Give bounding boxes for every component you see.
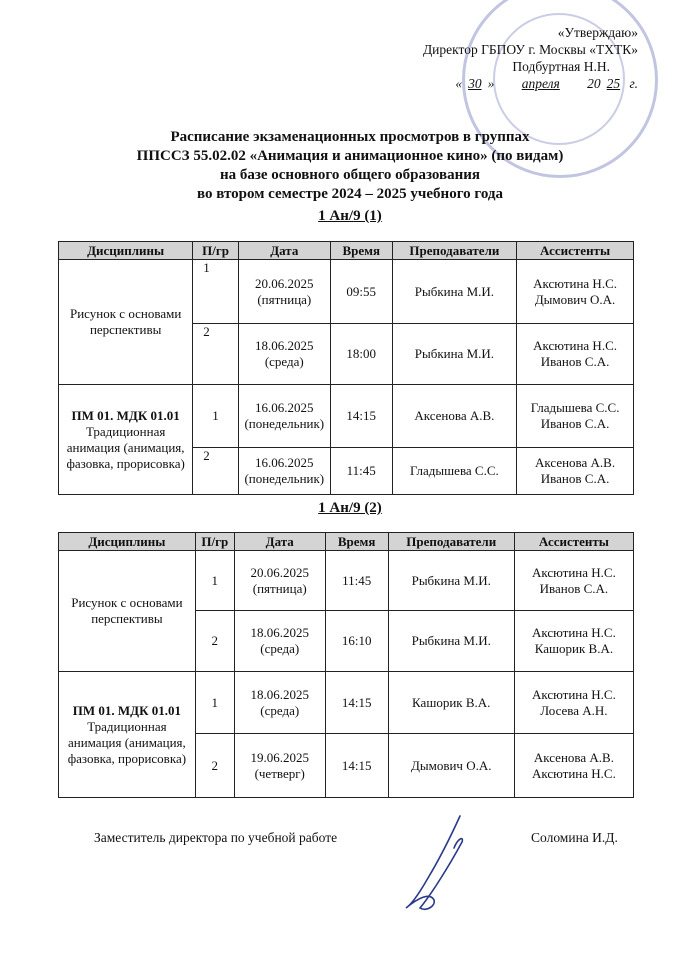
date-value: 19.06.2025 [250, 749, 309, 765]
assistant-2: Дымович О.А. [534, 291, 616, 307]
discipline-code: ПМ 01. МДК 01.01 [72, 702, 182, 718]
teacher-cell: Кашорик В.А. [388, 672, 514, 734]
approval-year-suffix: 25 [606, 76, 621, 91]
title-line-4: во втором семестре 2024 – 2025 учебного года [197, 186, 503, 202]
date-value: 20.06.2025 [250, 564, 309, 580]
assistant-1: Аксенова А.В. [533, 749, 614, 765]
title-line-1: Расписание экзаменационных просмотров в группах [170, 129, 530, 145]
teacher-cell: Рыбкина М.И. [392, 324, 516, 385]
date-cell [234, 611, 325, 672]
weekday-value: (четверг) [254, 765, 305, 781]
subgroup-cell: 1 [193, 385, 239, 448]
approval-director: Директор ГБПОУ г. Москвы «ТХТК» [422, 42, 638, 57]
table-row [59, 385, 634, 448]
teacher-cell: Рыбкина М.И. [388, 611, 514, 672]
discipline-code: ПМ 01. МДК 01.01 [71, 407, 180, 423]
schedule-table-1 [58, 241, 634, 495]
time-cell: 14:15 [325, 672, 388, 734]
time-cell: 14:15 [330, 385, 392, 448]
header-assistants: Ассистенты [514, 533, 633, 551]
approval-month: апреля [521, 76, 560, 91]
date-cell [238, 260, 330, 324]
assistant-2: Аксютина Н.С. [531, 765, 616, 781]
subgroup-cell: 1 [195, 551, 234, 611]
group-title-1: 1 Ан/9 (1) [318, 208, 382, 224]
assistant-2: Иванов С.А. [540, 354, 610, 369]
weekday-value: (пятница) [252, 580, 307, 596]
assistants-cell [514, 551, 633, 611]
weekday-value: (среда) [260, 641, 300, 656]
date-cell [234, 551, 325, 611]
assistant-1: Аксютина Н.С. [531, 686, 616, 702]
date-value: 16.06.2025 [255, 455, 314, 470]
assistants-cell [514, 611, 633, 672]
assistant-2: Иванов С.А. [539, 580, 609, 596]
assistants-cell [517, 260, 634, 324]
signatory-position: Заместитель директора по учебной работе [94, 830, 338, 845]
subgroup-cell: 1 [195, 672, 234, 734]
assistant-1: Аксютина Н.С. [531, 625, 616, 640]
subgroup-cell: 2 [195, 734, 234, 798]
approval-block [423, 24, 638, 92]
discipline-cell [59, 260, 193, 385]
date-cell [238, 448, 330, 495]
header-date: Дата [238, 242, 330, 260]
date-value: 16.06.2025 [255, 400, 314, 415]
discipline-name: Традиционная анимация (анимация, фазовка, прорисовка) [67, 718, 187, 766]
teacher-cell: Аксенова А.В. [392, 385, 516, 448]
table-row [59, 260, 634, 324]
header-disciplines: Дисциплины [59, 533, 196, 551]
assistant-2: Иванов С.А. [540, 416, 610, 431]
weekday-value: (понедельник) [244, 471, 325, 486]
assistants-cell [514, 734, 633, 798]
time-cell: 16:10 [325, 611, 388, 672]
time-cell: 11:45 [330, 448, 392, 495]
date-cell [234, 734, 325, 798]
table-row [59, 672, 634, 734]
header-teachers: Преподаватели [388, 533, 514, 551]
subgroup-cell: 1 [193, 260, 239, 324]
discipline-name: Рисунок с основами перспективы [69, 306, 182, 337]
table-header [59, 242, 634, 260]
assistant-1: Аксенова А.В. [535, 455, 616, 470]
time-cell: 09:55 [330, 260, 392, 324]
schedule-table-2 [58, 532, 634, 798]
approval-date: « 30 » апреля 20 25 г. [455, 76, 638, 91]
subgroup-cell: 2 [195, 611, 234, 672]
assistant-1: Аксютина Н.С. [533, 338, 617, 353]
header-assistants: Ассистенты [517, 242, 634, 260]
weekday-value: (среда) [260, 702, 300, 718]
approval-heading: «Утверждаю» [557, 25, 638, 40]
assistant-1: Аксютина Н.С. [533, 275, 617, 291]
header-subgroup: П/гр [195, 533, 234, 551]
approval-name: Подбуртная Н.Н. [512, 59, 610, 74]
header-disciplines: Дисциплины [59, 242, 193, 260]
discipline-cell [59, 385, 193, 495]
teacher-cell: Гладышева С.С. [392, 448, 516, 495]
document-title [0, 128, 700, 204]
date-cell [238, 385, 330, 448]
teacher-cell: Рыбкина М.И. [388, 551, 514, 611]
time-cell: 14:15 [325, 734, 388, 798]
assistant-2: Лосева А.Н. [540, 702, 608, 718]
date-value: 18.06.2025 [250, 625, 309, 640]
time-cell: 18:00 [330, 324, 392, 385]
header-teachers: Преподаватели [392, 242, 516, 260]
table-header [59, 533, 634, 551]
assistant-2: Иванов С.А. [540, 471, 610, 486]
teacher-cell: Рыбкина М.И. [392, 260, 516, 324]
assistant-1: Аксютина Н.С. [531, 564, 616, 580]
date-value: 18.06.2025 [250, 686, 309, 702]
date-cell [238, 324, 330, 385]
approval-year-prefix: 20 [587, 76, 601, 91]
assistants-cell [517, 385, 634, 448]
group-title-2: 1 Ан/9 (2) [318, 500, 382, 516]
handwritten-signature [390, 808, 480, 918]
table-row [59, 551, 634, 611]
date-value: 18.06.2025 [255, 338, 314, 353]
date-value: 20.06.2025 [255, 275, 314, 291]
assistant-2: Кашорик В.А. [534, 641, 614, 656]
header-date: Дата [234, 533, 325, 551]
weekday-value: (понедельник) [244, 416, 325, 431]
teacher-cell: Дымович О.А. [388, 734, 514, 798]
signatory-name: Соломина И.Д. [531, 830, 618, 845]
time-cell: 11:45 [325, 551, 388, 611]
title-line-2: ППССЗ 55.02.02 «Анимация и анимационное кино» (по видам) [136, 148, 564, 164]
approval-day: 30 [468, 76, 482, 91]
discipline-cell [59, 672, 196, 798]
subgroup-cell: 2 [193, 448, 239, 495]
weekday-value: (пятница) [257, 291, 312, 307]
date-cell [234, 672, 325, 734]
weekday-value: (среда) [264, 354, 304, 369]
assistants-cell [517, 448, 634, 495]
assistants-cell [514, 672, 633, 734]
subgroup-cell: 2 [193, 324, 239, 385]
assistant-1: Гладышева С.С. [530, 400, 620, 415]
discipline-name: Традиционная анимация (анимация, фазовка, прорисовка) [66, 423, 185, 471]
discipline-cell [59, 551, 196, 672]
discipline-name: Рисунок с основами перспективы [71, 595, 183, 626]
header-subgroup: П/гр [193, 242, 239, 260]
assistants-cell [517, 324, 634, 385]
title-line-3: на базе основного общего образования [219, 167, 481, 183]
header-time: Время [325, 533, 388, 551]
header-time: Время [330, 242, 392, 260]
approval-year-end: г. [629, 76, 638, 91]
